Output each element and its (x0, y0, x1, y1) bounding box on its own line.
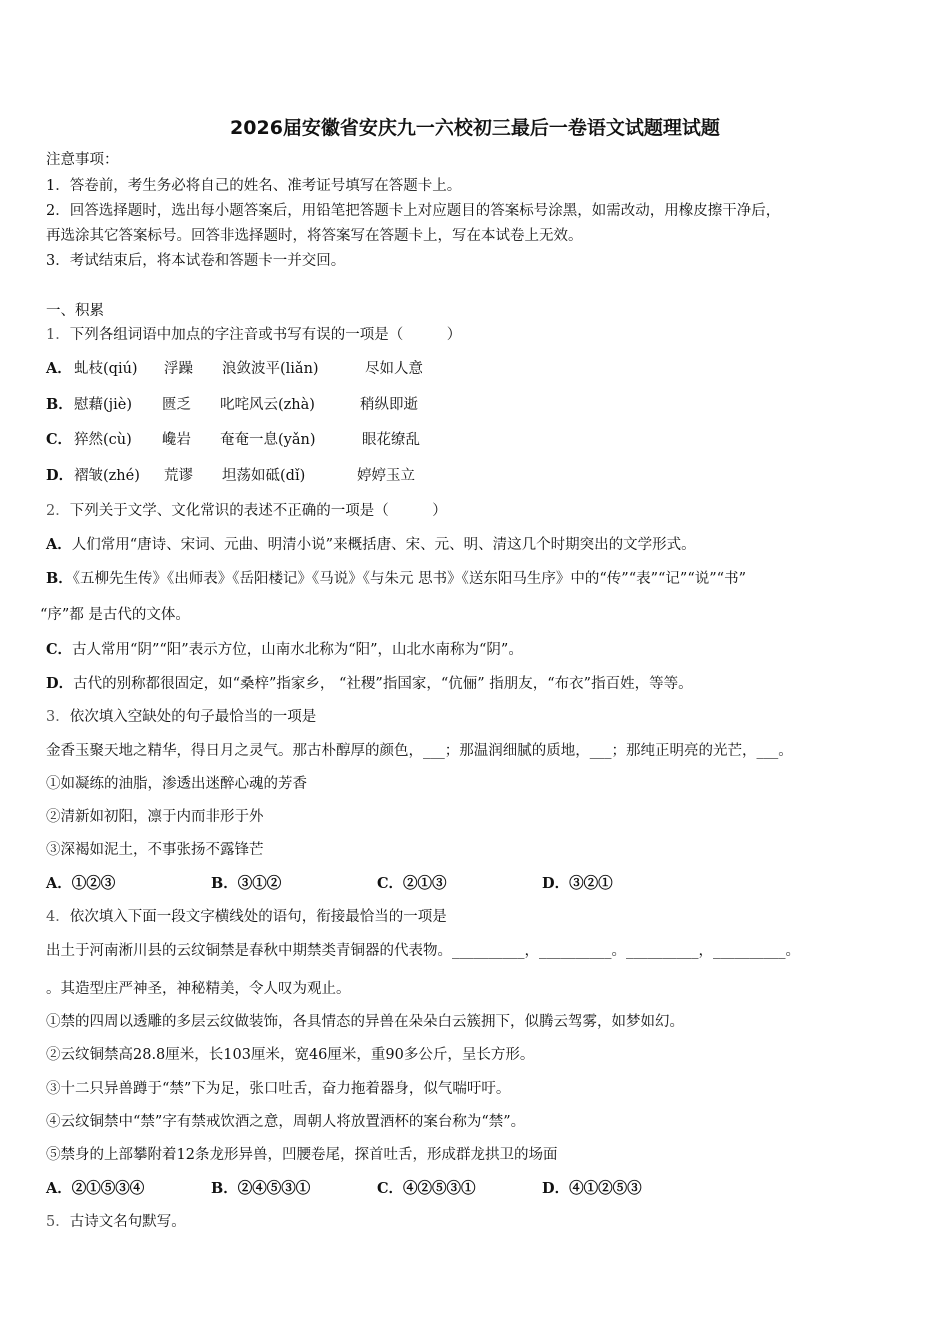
q4-sentence: ⑤禁身的上部攀附着12条龙形异兽，凹腰卷尾，探首吐舌，形成群龙拱卫的场面 (46, 1147, 558, 1163)
q1-option-a-label: A． (46, 360, 72, 377)
question-number: 5． (46, 1214, 70, 1230)
q3-option-b: B．③①② (211, 875, 282, 892)
q3-option-c: C．②①③ (377, 875, 447, 892)
notice-heading: 注意事项： (46, 152, 119, 168)
notice-item: 3．考试结束后，将本试卷和答题卡一并交回。 (46, 253, 346, 269)
question-2 (46, 501, 447, 521)
q1-option-word: 叱咤风云(zhà) (220, 397, 315, 413)
q1-option-word: 巉岩 (162, 432, 191, 448)
q1-option-word: 浮躁 (164, 361, 193, 377)
q1-option-word: 褶皱(zhé) (74, 468, 140, 484)
q1-option-word: 奄奄一息(yǎn) (220, 432, 316, 448)
notice-item: 1．答卷前，考生务必将自己的姓名、准考证号填写在答题卡上。 (46, 178, 462, 194)
q1-option-word: 荒谬 (164, 468, 193, 484)
q3-sentence: ③深褐如泥土，不事张扬不露锋芒 (46, 842, 264, 858)
question-stem: 古诗文名句默写。 (69, 1214, 186, 1230)
question-stem: 下列关于文学、文化常识的表述不正确的一项是（ ） (69, 503, 447, 519)
q1-option-c-label: C． (46, 431, 73, 448)
q4-sentence: ①禁的四周以透雕的多层云纹做装饰，各具情态的异兽在朵朵白云簇拥下，似腾云驾雾，如梦如幻。 (46, 1014, 684, 1030)
question-5 (46, 1212, 186, 1232)
q2-option-c-text: 古人常用“阴”“阳”表示方位，山南水北称为“阳”，山北水南称为“阴”。 (72, 642, 523, 658)
q2-option-b-continued: “序”都 是古代的文体。 (40, 607, 190, 623)
q2-option-b: B．《五柳先生传》《出师表》《岳阳楼记》《马说》《与朱元 思书》《送东阳马生序》中的“传”“表”“记”“说”“书” (46, 570, 746, 587)
q4-option-d: D．④①②⑤③ (542, 1180, 642, 1197)
question-1 (46, 325, 461, 345)
q4-passage: 出土于河南淅川县的云纹铜禁是春秋中期禁类青铜器的代表物。__________，__________。__________，__________。 (46, 943, 800, 959)
q4-option-c: C．④②⑤③① (377, 1180, 476, 1197)
q3-sentence: ②清新如初阳，凛于内而非形于外 (46, 809, 264, 825)
q1-option-word: 慰藉(jiè) (74, 397, 133, 413)
q1-option-word: 眼花缭乱 (362, 432, 420, 448)
q1-option-word: 稍纵即逝 (360, 397, 418, 413)
q2-option-c: C．古人常用“阴”“阳”表示方位，山南水北称为“阳”，山北水南称为“阴”。 (46, 641, 523, 658)
q3-sentence: ①如凝练的油脂，渗透出迷醉心魂的芳香 (46, 776, 307, 792)
q2-option-a-text: 人们常用“唐诗、宋词、元曲、明清小说”来概括唐、宋、元、明、清这几个时期突出的文学形式。 (71, 537, 696, 553)
question-number: 4． (46, 909, 70, 925)
question-stem: 依次填入下面一段文字横线处的语句，衔接最恰当的一项是 (69, 909, 447, 925)
q2-option-a: A．人们常用“唐诗、宋词、元曲、明清小说”来概括唐、宋、元、明、清这几个时期突出的文学形式。 (46, 536, 696, 553)
question-number: 3． (46, 709, 70, 725)
q1-option-word: 猝然(cù) (74, 432, 132, 448)
notice-item: 再选涂其它答案标号。回答非选择题时，将答案写在答题卡上，写在本试卷上无效。 (46, 228, 583, 244)
q1-option-word: 婷婷玉立 (357, 468, 415, 484)
question-3 (46, 707, 316, 727)
question-number: 1． (46, 327, 70, 343)
q1-option-word: 虬枝(qiú) (74, 361, 138, 377)
q1-option-d-label: D． (46, 467, 74, 484)
question-4 (46, 907, 447, 927)
q1-option-word: 匮乏 (162, 397, 191, 413)
question-stem: 下列各组词语中加点的字注音或书写有误的一项是（ ） (69, 327, 462, 343)
q3-option-a: A．①②③ (46, 875, 116, 892)
q1-option-word: 尽如人意 (365, 361, 423, 377)
question-stem: 依次填入空缺处的句子最恰当的一项是 (69, 709, 317, 725)
q4-sentence: ③十二只异兽蹲于“禁”下为足，张口吐舌，奋力拖着器身，似气喘吁吁。 (46, 1081, 511, 1097)
q4-sentence: ②云纹铜禁高28.8厘米，长103厘米，宽46厘米，重90多公斤，呈长方形。 (46, 1047, 535, 1063)
q3-option-d: D．③②① (542, 875, 613, 892)
q1-option-word: 坦荡如砥(dǐ) (222, 468, 306, 484)
q4-passage-continued: 。其造型庄严神圣，神秘精美，令人叹为观止。 (46, 981, 351, 997)
q2-option-d-text: 古代的别称都很固定，如“桑梓”指家乡， “社稷”指国家，“伉俪” 指朋友，“布衣”指百姓，等等。 (73, 676, 693, 692)
notice-item: 2．回答选择题时，选出每小题答案后，用铅笔把答题卡上对应题目的答案标号涂黑，如需改动，用橡皮擦干净后， (46, 203, 781, 219)
page-title: 2026届安徽省安庆九一六校初三最后一卷语文试题理试题 (230, 117, 720, 139)
q3-passage: 金香玉聚天地之精华，得日月之灵气。那古朴醇厚的颜色，___；那温润细腻的质地，___；那纯正明亮的光芒，___。 (46, 743, 793, 759)
q1-option-b-label: B． (46, 396, 73, 413)
q4-sentence: ④云纹铜禁中“禁”字有禁戒饮酒之意，周朝人将放置酒杯的案台称为“禁”。 (46, 1114, 526, 1130)
q2-option-d: D．古代的别称都很固定，如“桑梓”指家乡， “社稷”指国家，“伉俪” 指朋友，“布衣”指百姓，等等。 (46, 675, 693, 692)
question-number: 2． (46, 503, 70, 519)
q4-option-a: A．②①⑤③④ (46, 1180, 145, 1197)
section-heading: 一、积累 (46, 303, 104, 319)
q1-option-word: 浪敛波平(liǎn) (222, 361, 319, 377)
q2-option-b-text: 《五柳先生传》《出师表》《岳阳楼记》《马说》《与朱元 思书》《送东阳马生序》中的“传”“表”“记”“说”“书” (72, 571, 746, 587)
q4-option-b: B．②④⑤③① (211, 1180, 311, 1197)
